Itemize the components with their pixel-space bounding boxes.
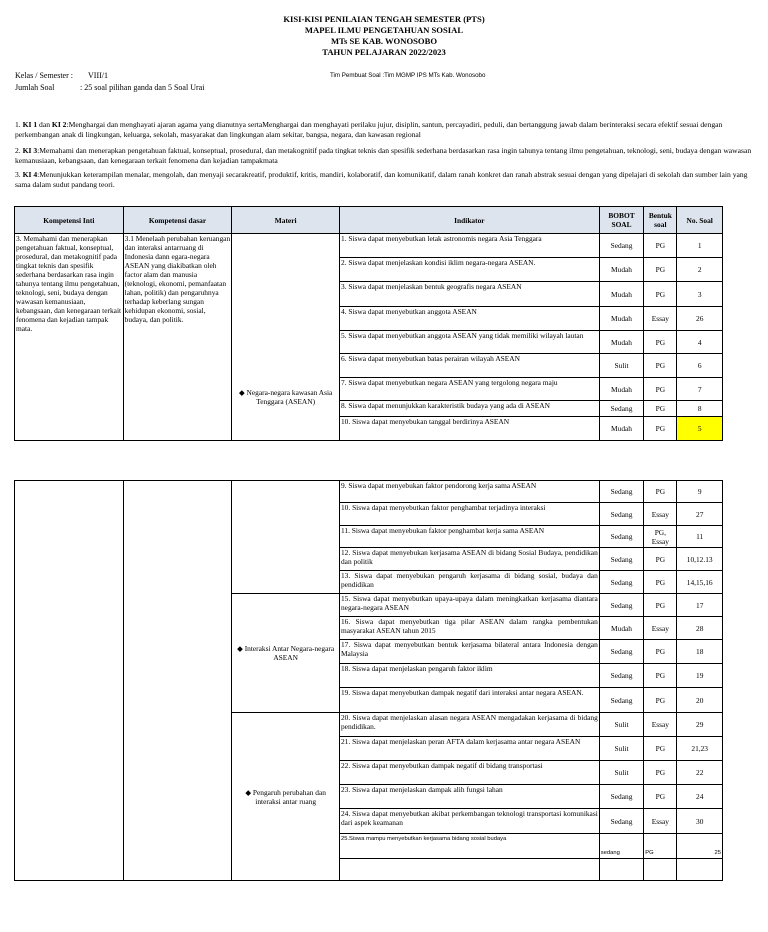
- no-soal-cell: 3: [677, 282, 723, 307]
- ki-3-paragraph: 2. KI 3:Memahami dan menerapkan pengetahuan faktual, konseptual, prosedural, dan metakognitif pada tingkat teknis dan spesifik sederhana berdasarkan rasa ingin tahunya tentang ilmu pengetahuan, teknologi, seni, budaya dengan wawasan kemanusiaan, kebangsaan, dan kenegaraan terkait fenomena dan kejadian tampakmata: [15, 146, 752, 165]
- tim-pembuat: Tim Pembuat Soal :Tim MGMP IPS MTs Kab. Wonosobo: [330, 72, 486, 79]
- no-soal-cell: 10,12.13: [677, 548, 723, 571]
- bobot-cell: Sedang: [599, 688, 644, 713]
- no-soal-cell: 6: [677, 354, 723, 378]
- bobot-cell: Sedang: [599, 809, 644, 834]
- bentuk-cell: PG: [644, 761, 677, 785]
- indikator-cell: 3. Siswa dapat menjelaskan bentuk geografis negara ASEAN: [339, 282, 599, 307]
- no-soal-cell: 2: [677, 258, 723, 282]
- indikator-cell-last: 25.Siswa mampu menyebutkan kerjasama bidang sosial budaya: [339, 834, 599, 859]
- bobot-cell: Sedang: [599, 234, 644, 258]
- indikator-cell: 22. Siswa dapat menyebutkan dampak negatif di bidang transportasi: [339, 761, 599, 785]
- bentuk-cell: PG: [644, 548, 677, 571]
- bentuk-cell: PG: [644, 331, 677, 354]
- bobot-cell: Mudah: [599, 331, 644, 354]
- indikator-cell: 24. Siswa dapat menyebutkan akibat perkembangan teknologi transportasi komunikasi dari aspek keamanan: [339, 809, 599, 834]
- indikator-cell: 15. Siswa dapat menyebutkan upaya-upaya dalam meningkatkan kerjasama diantara negara-negara ASEAN: [339, 594, 599, 617]
- bentuk-cell: PG: [644, 282, 677, 307]
- ki-cell-continued: [15, 481, 124, 881]
- indikator-cell: 8. Siswa dapat menunjukkan karakteristik budaya yang ada di ASEAN: [339, 401, 599, 417]
- bobot-cell: Mudah: [599, 282, 644, 307]
- col-header-no: No. Soal: [677, 207, 723, 234]
- indikator-cell: 13. Siswa dapat menyebukan pengaruh kerjasama di bidang sosial, budaya dan pendidikan: [339, 571, 599, 594]
- indikator-cell: 11. Siswa dapat menyebukan faktor penghambat kerja sama ASEAN: [339, 526, 599, 548]
- ki-1-2-paragraph: 1. KI 1 dan KI 2:Menghargai dan menghayati ajaran agama yang dianutnya sertaMenghargai dan menghayati perilaku jujur, disiplin, santun, percayadiri, peduli, dan bertanggung jawab dalam berinteraksi secara efektif sesuai dengan perkembangan anak di lingkungan, keluarga, sekolah, masyarakat dan lingkungan alam sekitar, bangsa, negara, dan kawasan regional: [15, 120, 723, 139]
- bobot-cell: Sedang: [599, 594, 644, 617]
- bentuk-cell: Essay: [644, 617, 677, 640]
- bobot-cell: Sedang: [599, 503, 644, 526]
- col-header-materi: Materi: [232, 207, 340, 234]
- indikator-cell: 16. Siswa dapat menyebutkan tiga pilar ASEAN dalam rangka pembentukan masyarakat ASEAN tahun 2015: [339, 617, 599, 640]
- kelas-value: VIII/1: [88, 71, 108, 80]
- col-header-indikator: Indikator: [339, 207, 599, 234]
- bobot-cell: Sedang: [599, 481, 644, 503]
- bobot-cell: Mudah: [599, 258, 644, 282]
- bobot-cell: Mudah: [599, 417, 644, 441]
- col-header-bobot: BOBOT SOAL: [599, 207, 644, 234]
- indikator-cell: 10. Siswa dapat menyebukan tanggal berdirinya ASEAN: [339, 417, 599, 441]
- no-soal-cell: 30: [677, 809, 723, 834]
- no-soal-cell-last: 25: [677, 834, 723, 859]
- indikator-cell-empty: [339, 859, 599, 881]
- no-soal-cell: 22: [677, 761, 723, 785]
- jumlah-value: : 25 soal pilihan ganda dan 5 Soal Urai: [80, 83, 205, 92]
- bentuk-cell: PG: [644, 664, 677, 688]
- bobot-cell: Sedang: [599, 664, 644, 688]
- bentuk-cell: PG: [644, 640, 677, 664]
- indikator-cell: 5. Siswa dapat menyebutkan anggota ASEAN yang tidak memiliki wilayah lautan: [339, 331, 599, 354]
- col-header-ki: Kompetensi Inti: [15, 207, 124, 234]
- bobot-cell: Sedang: [599, 526, 644, 548]
- no-soal-cell: 21,23: [677, 737, 723, 761]
- bentuk-cell: PG: [644, 378, 677, 401]
- bentuk-cell: PG: [644, 571, 677, 594]
- no-soal-cell: 26: [677, 307, 723, 331]
- no-soal-cell: 14,15,16: [677, 571, 723, 594]
- bentuk-cell: PG: [644, 417, 677, 441]
- no-soal-cell: 1: [677, 234, 723, 258]
- materi-cell-interaksi: ◆ Interaksi Antar Negara-negara ASEAN: [232, 594, 340, 713]
- bentuk-cell: PG: [644, 234, 677, 258]
- indikator-cell: 10. Siswa dapat menyebutkan faktor penghambat terjadinya interaksi: [339, 503, 599, 526]
- bobot-cell-empty: [599, 859, 644, 881]
- bentuk-cell: PG: [644, 688, 677, 713]
- bentuk-cell-last: PG: [644, 834, 677, 859]
- doc-title-line-2: MAPEL ILMU PENGETAHUAN SOSIAL: [304, 25, 464, 35]
- no-soal-cell: 29: [677, 713, 723, 737]
- no-soal-cell: 18: [677, 640, 723, 664]
- bentuk-cell: PG: [644, 481, 677, 503]
- indikator-cell: 20. Siswa dapat menjelaskan alasan negara ASEAN mengadakan kerjasama di bidang pendidikan.: [339, 713, 599, 737]
- no-soal-cell: 24: [677, 785, 723, 809]
- kd-cell: 3.1 Menelaah perubahan keruangan dan interaksi antarruang di Indonesia dann egara-negara ASEAN yang diakibatkan oleh factor alam dan manusia (teknologi, ekonomi, pemanfaatan lahan, politik) dan pengaruhnya terhadap keberlang sungan kehidupan ekonomi, sosial, budaya, dan politik.: [123, 234, 232, 441]
- jumlah-label: Jumlah Soal: [15, 83, 55, 92]
- bentuk-cell-empty: [644, 859, 677, 881]
- col-header-kd: Kompetensi dasar: [123, 207, 232, 234]
- bentuk-cell: PG: [644, 737, 677, 761]
- no-soal-cell: 17: [677, 594, 723, 617]
- bentuk-cell: Essay: [644, 809, 677, 834]
- doc-title-line-3: MTs SE KAB. WONOSOBO: [330, 36, 438, 46]
- materi-cell-asean: ◆ Negara-negara kawasan Asia Tenggara (ASEAN): [232, 234, 340, 441]
- no-soal-cell: 20: [677, 688, 723, 713]
- bobot-cell: Sedang: [599, 548, 644, 571]
- no-soal-cell: 19: [677, 664, 723, 688]
- bentuk-cell: PG: [644, 594, 677, 617]
- doc-title-line-4: TAHUN PELAJARAN 2022/2023: [322, 47, 446, 57]
- no-soal-cell: 8: [677, 401, 723, 417]
- no-soal-cell: 28: [677, 617, 723, 640]
- col-header-bentuk: Bentuk soal: [644, 207, 677, 234]
- indikator-cell: 2. Siswa dapat menjelaskan kondisi iklim negara-negara ASEAN.: [339, 258, 599, 282]
- bobot-cell: Sedang: [599, 571, 644, 594]
- bobot-cell: Sulit: [599, 713, 644, 737]
- materi-cell-pengaruh: ◆ Pengaruh perubahan dan interaksi antar ruang: [232, 713, 340, 881]
- bobot-cell: Mudah: [599, 617, 644, 640]
- indikator-cell: 18. Siswa dapat menjelaskan pengaruh faktor iklim: [339, 664, 599, 688]
- indikator-cell: 1. Siswa dapat menyebutkan letak astronomis negara Asia Tenggara: [339, 234, 599, 258]
- bobot-cell: Sulit: [599, 761, 644, 785]
- bobot-cell: Sedang: [599, 785, 644, 809]
- materi-cell-blank: [232, 481, 340, 594]
- kelas-label: Kelas / Semester :: [15, 71, 73, 80]
- no-soal-cell: 27: [677, 503, 723, 526]
- bobot-cell: Mudah: [599, 378, 644, 401]
- bobot-cell: Sedang: [599, 640, 644, 664]
- indikator-cell: 19. Siswa dapat menyebutkan dampak negatif dari interaksi antar negara ASEAN.: [339, 688, 599, 713]
- indikator-cell: 12. Siswa dapat menyebukan kerjasama ASEAN di bidang Sosial Budaya, pendidikan dan politik: [339, 548, 599, 571]
- bentuk-cell: PG: [644, 258, 677, 282]
- no-soal-cell-highlighted: 5: [677, 417, 723, 441]
- indikator-cell: 7. Siswa dapat menyebutkan negara ASEAN yang tergolong negara maju: [339, 378, 599, 401]
- indikator-cell: 6. Siswa dapat menyebutkan batas perairan wilayah ASEAN: [339, 354, 599, 378]
- bobot-cell: Sulit: [599, 354, 644, 378]
- bobot-cell-last: sedang: [599, 834, 644, 859]
- indikator-cell: 23. Siswa dapat menjelaskan dampak alih fungsi lahan: [339, 785, 599, 809]
- indikator-cell: 21. Siswa dapat menjelaskan peran AFTA dalam kerjasama antar negara ASEAN: [339, 737, 599, 761]
- kd-cell-continued: [123, 481, 232, 881]
- bobot-cell: Sulit: [599, 737, 644, 761]
- no-soal-cell: 7: [677, 378, 723, 401]
- bobot-cell: Sedang: [599, 401, 644, 417]
- bentuk-cell: Essay: [644, 503, 677, 526]
- doc-title-line-1: KISI-KISI PENILAIAN TENGAH SEMESTER (PTS): [283, 14, 485, 24]
- bobot-cell: Mudah: [599, 307, 644, 331]
- bentuk-cell: PG: [644, 354, 677, 378]
- no-soal-cell: 4: [677, 331, 723, 354]
- no-soal-cell: 9: [677, 481, 723, 503]
- bentuk-cell: PG, Essay: [644, 526, 677, 548]
- no-soal-cell-empty: [677, 859, 723, 881]
- bentuk-cell: PG: [644, 401, 677, 417]
- bentuk-cell: PG: [644, 785, 677, 809]
- no-soal-cell: 11: [677, 526, 723, 548]
- kisi-table-part-2: [14, 480, 723, 881]
- ki-cell: 3. Memahami dan menerapkan pengetahuan faktual, konseptual, prosedural, dan metakognitif pada tingkat teknis dan spesifik sederhana berdasarkan rasa ingin tahunya tentang ilmu pengetahuan, teknologi, seni, budaya dengan wawasan kemanusiaan, kebangsaan, dan kenegaraan terkait fenomena dan kejadian tampak mata.: [15, 234, 124, 441]
- ki-4-paragraph: 3. KI 4:Menunjukkan keterampilan menalar, mengolah, dan menyaji secarakreatif, produktif, kritis, mandiri, kolaboratif, dan komunikatif, dalam ranah konkret dan ranah abstrak sesuai dengan yang dipelajari di sekolah dan sumber lain yang sama dalam sudut pandang teori.: [15, 170, 748, 189]
- indikator-cell: 9. Siswa dapat menyebukan faktor pendorong kerja sama ASEAN: [339, 481, 599, 503]
- indikator-cell: 17. Siswa dapat menyebutkan bentuk kerjasama bilateral antara Indonesia dengan Malaysia: [339, 640, 599, 664]
- bentuk-cell: Essay: [644, 307, 677, 331]
- kisi-table-part-1: [14, 206, 723, 441]
- bentuk-cell: Essay: [644, 713, 677, 737]
- indikator-cell: 4. Siswa dapat menyebutkan anggota ASEAN: [339, 307, 599, 331]
